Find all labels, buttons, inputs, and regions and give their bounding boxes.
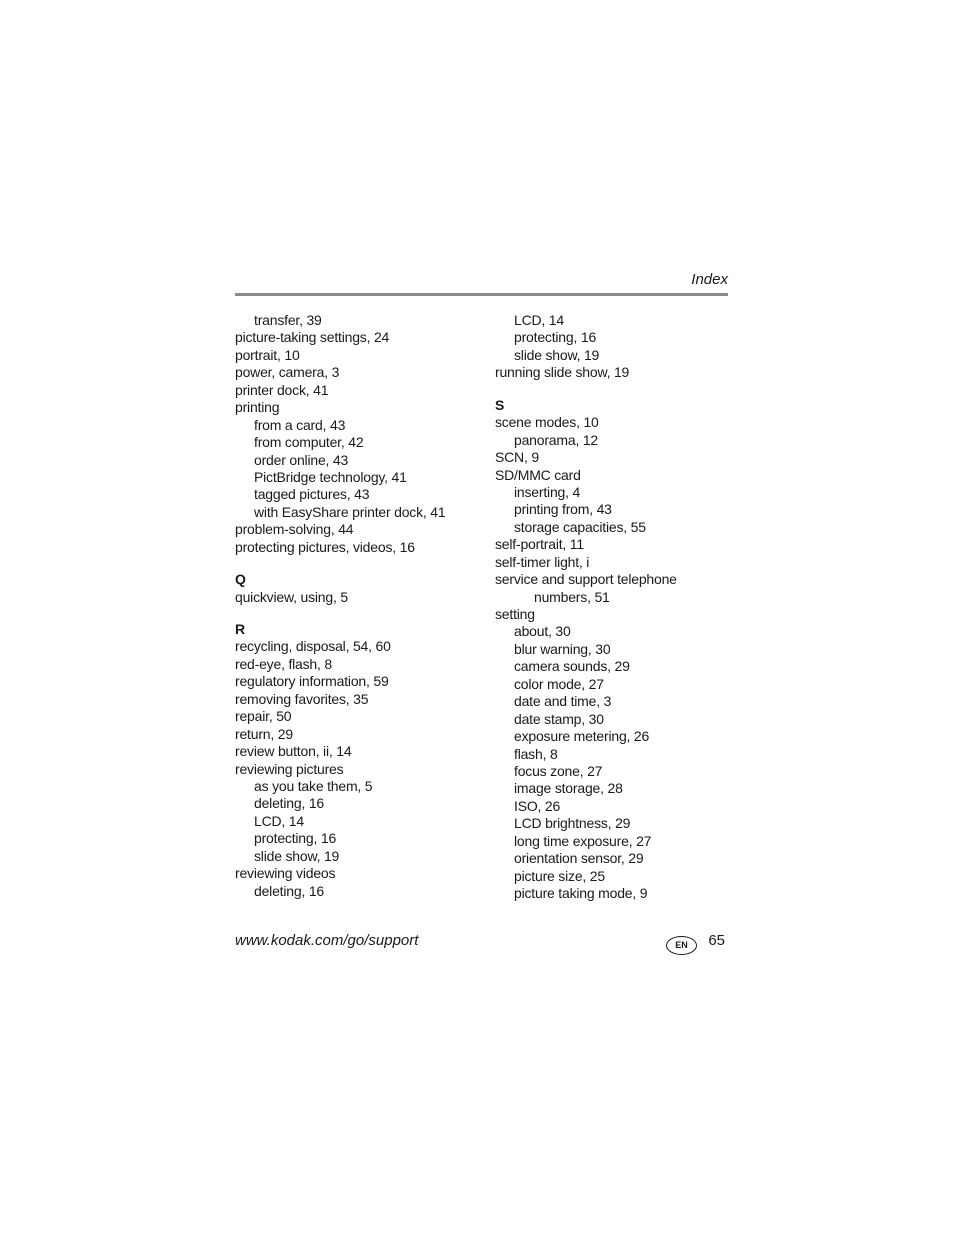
- language-badge: EN: [666, 936, 697, 955]
- index-subentry: exposure metering, 26: [514, 728, 650, 745]
- index-subentry: deleting, 16: [254, 882, 324, 899]
- index-subentry: transfer, 39: [254, 312, 322, 328]
- index-subentry: as you take them, 5: [254, 777, 373, 794]
- index-subentry: date and time, 3: [514, 693, 612, 710]
- index-subentry: from computer, 42: [254, 434, 364, 451]
- index-subentry: order online, 43: [254, 451, 349, 468]
- index-entry: service and support telephone: [495, 571, 677, 588]
- index-entry: reviewing videos: [235, 865, 336, 882]
- index-subentry: picture size, 25: [514, 867, 605, 884]
- index-subentry: camera sounds, 29: [514, 658, 630, 675]
- index-entry: repair, 50: [235, 708, 292, 725]
- index-subentry: inserting, 4: [514, 483, 581, 500]
- index-subentry: numbers, 51: [534, 588, 610, 605]
- index-subentry: panorama, 12: [514, 431, 598, 448]
- index-entry: quickview, using, 5: [235, 588, 348, 605]
- index-subentry: color mode, 27: [514, 675, 604, 692]
- index-subentry: LCD, 14: [254, 812, 304, 829]
- index-entry: SD/MMC card: [495, 466, 581, 483]
- index-subentry: tagged pictures, 43: [254, 486, 370, 503]
- index-subentry: deleting, 16: [254, 795, 324, 812]
- index-subentry: printing from, 43: [514, 501, 612, 518]
- index-subentry: LCD brightness, 29: [514, 815, 631, 832]
- index-subentry: storage capacities, 55: [514, 518, 646, 535]
- index-column-right: [495, 312, 735, 902]
- index-subentry: flash, 8: [514, 745, 558, 762]
- index-entry: removing favorites, 35: [235, 690, 369, 707]
- index-entry: setting: [495, 606, 535, 622]
- index-entry: review button, ii, 14: [235, 743, 352, 760]
- index-entry: picture-taking settings, 24: [235, 329, 390, 346]
- index-entry: printer dock, 41: [235, 381, 329, 398]
- index-subentry: ISO, 26: [514, 797, 561, 814]
- index-entry: red-eye, flash, 8: [235, 655, 332, 672]
- index-subentry: picture taking mode, 9: [514, 885, 648, 901]
- index-subentry: about, 30: [514, 623, 571, 640]
- index-entry: portrait, 10: [235, 346, 300, 363]
- index-subentry: long time exposure, 27: [514, 832, 652, 849]
- index-subentry: focus zone, 27: [514, 762, 603, 779]
- index-entry: SCN, 9: [495, 449, 539, 466]
- index-column-left: [235, 312, 485, 900]
- index-section-letter: R: [235, 621, 245, 637]
- index-section-letter: Q: [235, 571, 246, 588]
- index-section-letter: S: [495, 396, 505, 413]
- index-subentry: date stamp, 30: [514, 710, 604, 727]
- index-subentry: image storage, 28: [514, 780, 623, 797]
- index-entry: self-timer light, i: [495, 553, 590, 570]
- index-entry: return, 29: [235, 725, 293, 742]
- index-entry: running slide show, 19: [495, 364, 630, 381]
- index-subentry: slide show, 19: [254, 847, 340, 864]
- index-subentry: with EasyShare printer dock, 41: [254, 503, 446, 520]
- index-section-spacer: [235, 556, 485, 571]
- page-header-title: Index: [691, 271, 728, 288]
- index-entry: regulatory information, 59: [235, 673, 389, 690]
- index-entry: self-portrait, 11: [495, 536, 584, 553]
- index-subentry: protecting, 16: [514, 329, 597, 346]
- index-subentry: from a card, 43: [254, 416, 346, 433]
- index-entry: power, camera, 3: [235, 364, 340, 381]
- page-number: 65: [708, 932, 725, 949]
- index-entry: reviewing pictures: [235, 760, 344, 777]
- index-subentry: protecting, 16: [254, 830, 337, 847]
- index-section-spacer: [495, 382, 735, 397]
- index-entry: printing: [235, 399, 280, 416]
- index-entry: scene modes, 10: [495, 414, 599, 431]
- index-entry: problem-solving, 44: [235, 521, 354, 538]
- index-subentry: slide show, 19: [514, 346, 600, 363]
- index-subentry: orientation sensor, 29: [514, 850, 644, 867]
- index-subentry: LCD, 14: [514, 312, 564, 328]
- index-subentry: blur warning, 30: [514, 640, 611, 657]
- index-entry: protecting pictures, videos, 16: [235, 538, 415, 555]
- index-subentry: PictBridge technology, 41: [254, 468, 407, 485]
- index-section-spacer: [235, 606, 485, 621]
- footer-support-url: www.kodak.com/go/support: [235, 932, 419, 949]
- index-entry: recycling, disposal, 54, 60: [235, 638, 391, 655]
- header-divider: [235, 293, 728, 296]
